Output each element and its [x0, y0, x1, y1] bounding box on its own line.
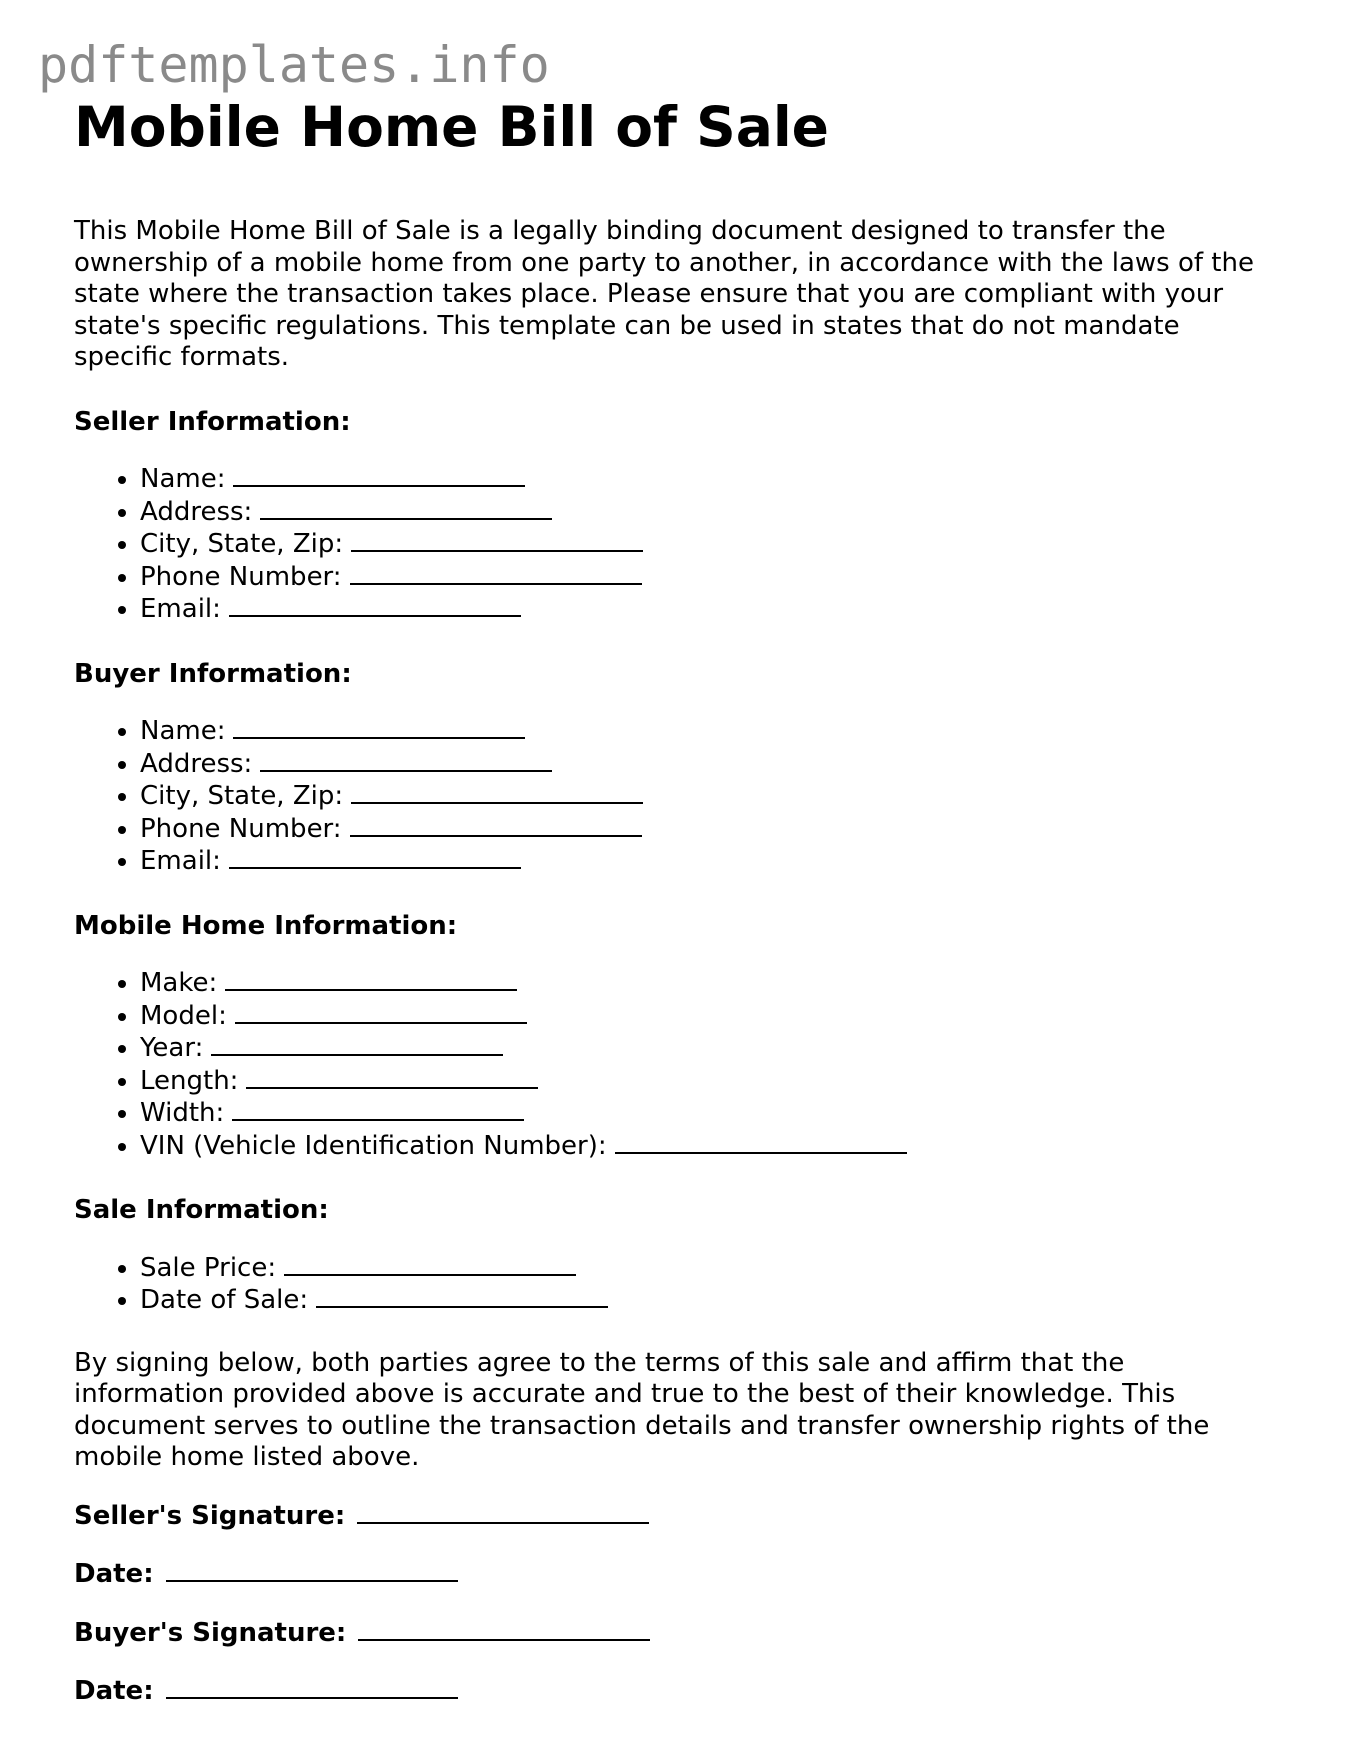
buyer-signature-field[interactable]: [358, 1617, 650, 1641]
field-label: Name:: [140, 716, 226, 746]
field-label: Name:: [140, 464, 226, 494]
seller-date-label: Date:: [74, 1559, 154, 1589]
field-label: Sale Price:: [140, 1252, 277, 1283]
field-label: Model:: [140, 1000, 227, 1031]
home-width-item: [140, 1097, 1274, 1130]
field-label: City, State, Zip:: [140, 529, 344, 559]
sale-section-heading: Sale Information:: [74, 1195, 329, 1225]
seller-email-item: [140, 593, 1274, 626]
field-label: Length:: [140, 1065, 239, 1096]
home-year-field[interactable]: [211, 1032, 503, 1056]
buyer-field-list: [74, 715, 1274, 878]
seller-address-field[interactable]: [260, 496, 552, 520]
home-width-field[interactable]: [232, 1097, 524, 1121]
seller-name-item: [140, 463, 1274, 496]
field-label: City, State, Zip:: [140, 781, 344, 811]
sale-price-field[interactable]: [284, 1252, 576, 1276]
buyer-date-line: [74, 1675, 1274, 1708]
buyer-signature-line: [74, 1617, 1274, 1650]
seller-signature-line: [74, 1500, 1274, 1533]
home-vin-field[interactable]: [615, 1130, 907, 1154]
buyer-phone-item: [140, 813, 1274, 846]
buyer-city-state-zip-field[interactable]: [351, 780, 643, 804]
closing-paragraph: By signing below, both parties agree to the terms of this sale and affirm that the information provided above is accurate and true to the best of their knowledge. This document serves to outline the transaction details and transfer ownership rights of the mobile home listed above.: [74, 1347, 1210, 1472]
seller-signature-field[interactable]: [357, 1500, 649, 1524]
seller-phone-field[interactable]: [350, 561, 642, 585]
seller-date-line: [74, 1558, 1274, 1591]
home-field-list: [74, 967, 1274, 1162]
buyer-email-item: [140, 845, 1274, 878]
buyer-address-item: [140, 748, 1274, 781]
field-label: Address:: [140, 748, 253, 779]
buyer-email-field[interactable]: [229, 845, 521, 869]
seller-email-field[interactable]: [229, 593, 521, 617]
field-label: Address:: [140, 496, 253, 527]
document-title: Mobile Home Bill of Sale: [74, 95, 829, 159]
field-label: VIN (Vehicle Identification Number):: [140, 1130, 607, 1161]
buyer-signature-label: Buyer's Signature:: [74, 1617, 347, 1648]
document-body: [74, 94, 1274, 1708]
seller-address-item: [140, 496, 1274, 529]
seller-name-field[interactable]: [233, 463, 525, 487]
field-label: Year:: [140, 1033, 204, 1063]
buyer-city-state-zip-item: [140, 780, 1274, 813]
seller-date-field[interactable]: [166, 1558, 458, 1582]
seller-phone-item: [140, 561, 1274, 594]
seller-field-list: [74, 463, 1274, 626]
seller-city-state-zip-item: [140, 528, 1274, 561]
buyer-phone-field[interactable]: [350, 813, 642, 837]
home-length-field[interactable]: [246, 1065, 538, 1089]
field-label: Date of Sale:: [140, 1285, 309, 1315]
buyer-date-label: Date:: [74, 1676, 154, 1706]
sale-field-list: [74, 1252, 1274, 1317]
field-label: Phone Number:: [140, 813, 342, 844]
home-model-field[interactable]: [235, 1000, 527, 1024]
buyer-address-field[interactable]: [260, 748, 552, 772]
home-make-item: [140, 967, 1274, 1000]
sale-date-field[interactable]: [316, 1284, 608, 1308]
intro-paragraph: This Mobile Home Bill of Sale is a legally binding document designed to transfer the ownership of a mobile home from one party to another, in accordance with the laws of the state where the transaction takes place. Please ensure that you are compliant with your state's specific regulations. This template can be used in states that do not mandate specific formats.: [74, 216, 1254, 372]
seller-section-heading: Seller Information:: [74, 406, 351, 437]
watermark: pdftemplates.info: [38, 36, 550, 94]
seller-city-state-zip-field[interactable]: [351, 528, 643, 552]
home-year-item: [140, 1032, 1274, 1065]
buyer-name-item: [140, 715, 1274, 748]
buyer-date-field[interactable]: [166, 1675, 458, 1699]
home-section-heading: Mobile Home Information:: [74, 910, 458, 941]
home-vin-item: [140, 1130, 1274, 1163]
field-label: Email:: [140, 594, 221, 624]
buyer-name-field[interactable]: [233, 715, 525, 739]
field-label: Phone Number:: [140, 561, 342, 592]
buyer-section-heading: Buyer Information:: [74, 658, 352, 689]
home-make-field[interactable]: [225, 967, 517, 991]
sale-price-item: [140, 1252, 1274, 1285]
sale-date-item: [140, 1284, 1274, 1317]
seller-signature-label: Seller's Signature:: [74, 1500, 346, 1531]
field-label: Make:: [140, 968, 218, 998]
field-label: Email:: [140, 846, 221, 876]
home-model-item: [140, 1000, 1274, 1033]
home-length-item: [140, 1065, 1274, 1098]
field-label: Width:: [140, 1098, 225, 1128]
